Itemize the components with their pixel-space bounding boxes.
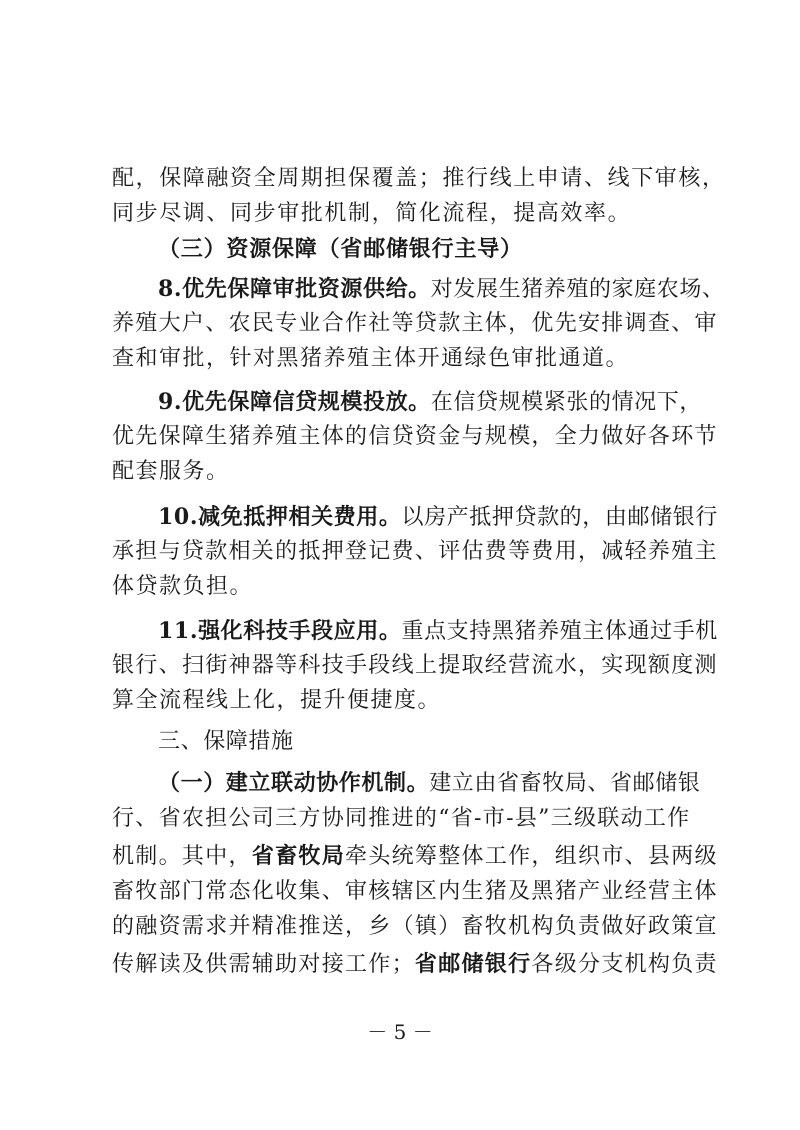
item-9-first-line xyxy=(158,388,800,416)
text-line xyxy=(112,423,800,451)
text: 建立由省畜牧局、省邮储银 xyxy=(429,771,701,796)
text-line xyxy=(112,842,800,870)
section-heading-resource-guarantee xyxy=(158,235,800,263)
text: 行、省农担公司三方协同推进的“省-市-县”三级联动工作 xyxy=(112,806,691,831)
text-line xyxy=(112,538,800,566)
text-line xyxy=(112,687,800,715)
heading-text: （三）资源保障（省邮储银行主导） xyxy=(158,236,523,262)
emphasis-text: 省邮储银行 xyxy=(414,951,532,977)
text: 养殖大户、农民专业合作社等贷款主体，优先安排调查、审 xyxy=(112,311,718,336)
text-line xyxy=(112,950,800,978)
text-line xyxy=(112,652,800,680)
item-8-title: 8.优先保障审批资源供给。 xyxy=(158,276,431,302)
text: 牵头统筹整体工作，组织市、县两级 xyxy=(345,844,718,869)
text: 重点支持黑猪养殖主体通过手机 xyxy=(401,619,718,644)
text: 优先保障生猪养殖主体的信贷资金与规模，全力做好各环节 xyxy=(112,424,718,449)
text: 体贷款负担。 xyxy=(112,574,254,599)
text-line xyxy=(112,165,800,193)
text: 各级分支机构负责 xyxy=(531,952,718,977)
item-8-first-line xyxy=(158,275,800,303)
section-heading-safeguards xyxy=(158,728,800,756)
sub-1-first-line xyxy=(158,769,800,797)
text-line xyxy=(112,573,800,601)
text: 机制。其中， xyxy=(112,844,252,869)
text: 在信贷规模紧张的情况下， xyxy=(430,390,702,415)
text: 配套服务。 xyxy=(112,459,230,484)
text: 的融资需求并精准推送，乡（镇）畜牧机构负责做好政策宣 xyxy=(112,914,718,939)
heading-text: 三、保障措施 xyxy=(158,729,294,754)
text: 承担与贷款相关的抵押登记费、评估费等费用，减轻养殖主 xyxy=(112,539,718,564)
text: 同步尽调、同步审批机制，简化流程，提高效率。 xyxy=(112,201,632,226)
text-line xyxy=(112,310,800,338)
item-9-title: 9.优先保障信贷规模投放。 xyxy=(158,389,431,415)
text-line xyxy=(112,200,800,228)
sub-1-title: （一）建立联动协作机制。 xyxy=(158,770,430,796)
text: 畜牧部门常态化收集、审核辖区内生猪及黑猪产业经营主体 xyxy=(112,879,718,904)
text-line xyxy=(112,458,800,486)
item-10-first-line xyxy=(158,503,800,531)
text: 传解读及供需辅助对接工作； xyxy=(112,952,415,977)
text: 对发展生猪养殖的家庭农场、 xyxy=(430,277,725,302)
item-10-title: 10.减免抵押相关费用。 xyxy=(158,504,402,530)
text-line xyxy=(112,345,800,373)
text: 银行、扫街神器等科技手段线上提取经营流水，实现额度测 xyxy=(112,653,718,678)
text: 配，保障融资全周期担保覆盖；推行线上申请、线下审核， xyxy=(112,166,726,191)
item-11-title: 11.强化科技手段应用。 xyxy=(158,618,402,644)
page-number: － 5 － xyxy=(367,1020,433,1044)
emphasis-text: 省畜牧局 xyxy=(251,843,346,869)
text: 以房产抵押贷款的，由邮储银行 xyxy=(401,505,718,530)
text: 查和审批，针对黑猪养殖主体开通绿色审批通道。 xyxy=(112,346,630,371)
text-line xyxy=(112,913,800,941)
text-line xyxy=(112,805,800,833)
item-11-first-line xyxy=(158,617,800,645)
text: 算全流程线上化，提升便捷度。 xyxy=(112,688,442,713)
text-line xyxy=(112,878,800,906)
